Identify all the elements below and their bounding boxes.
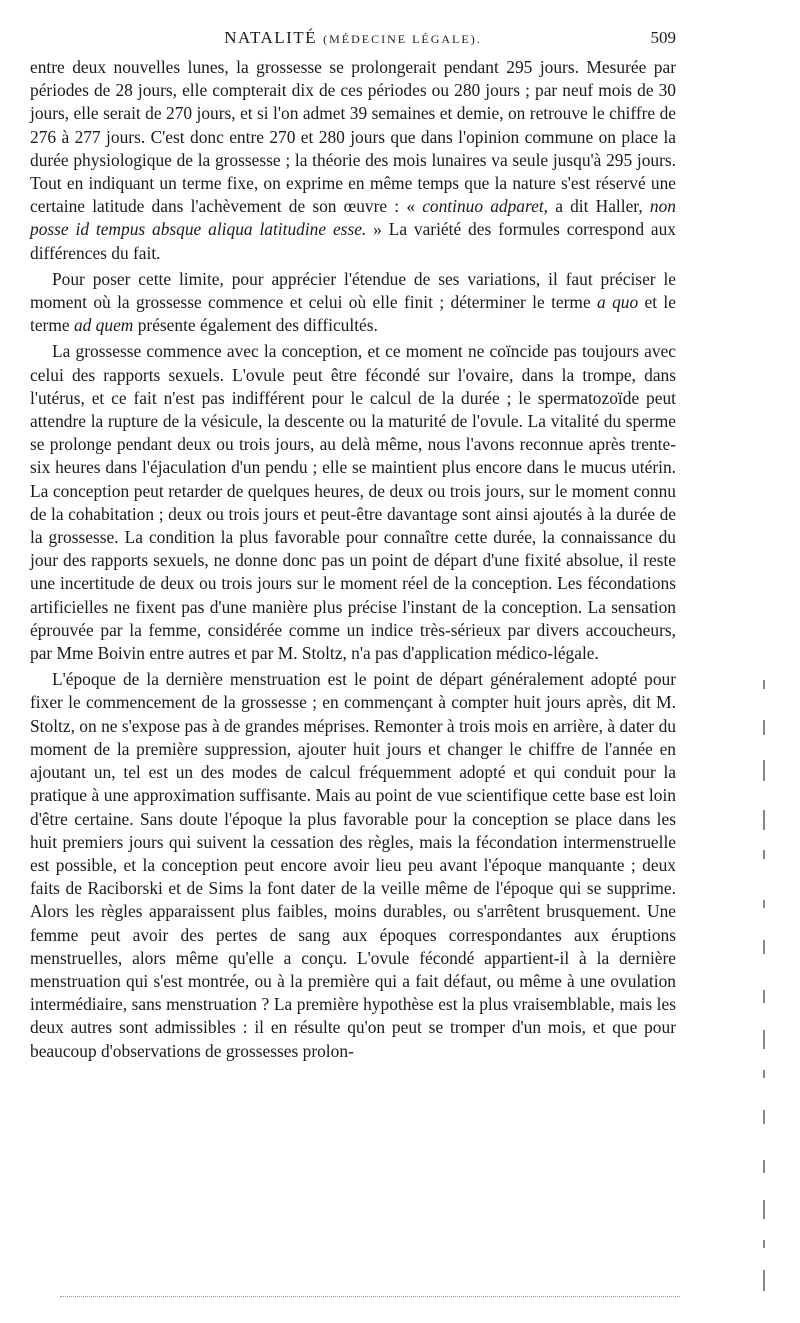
running-header [30, 26, 676, 56]
body-text [30, 56, 676, 1063]
text-run: a dit Haller, [548, 196, 650, 217]
paragraph [30, 340, 676, 665]
page-number: 509 [650, 28, 676, 47]
text-run: L'époque de la dernière menstruation est le point de départ généralement adopté pour fixer le commencement de la grossesse ; en commençant à compter huit jours après, dit M. Stoltz, on ne s'expose pas à de grandes méprises. Remonter à trois mois en arrière, à dater du moment de la première suppression, ajouter huit jours et changer le chiffre de l'année en ajoutant un, tel est un des modes de calcul fréquemment adopté et qui conduit pour la pratique à une approximation suffisante. Mais au point de vue scientifique cette base est loin d'être certaine. Sans doute l'époque la plus favorable pour la conception se place dans les huit premiers jours qui suivent la cessation des règles, mais la fécondation intermenstruelle est possible, et la conception peut encore avoir lieu peu avant l'époque manquante ; deux faits de Raciborski et de Sims la font dater de la veille même de l'époque qui se supprime. Alors les règles apparaissent plus faibles, moins durables, ou s'arrêtent brusquement. Une femme peut avoir des pertes de sang aux époques correspondantes aux éruptions menstruelles, alors même qu'elle a conçu. L'ovule fécondé appartient-il à la dernière menstruation qui s'est montrée, ou à la première qui a fait défaut, ou même à une ovulation intermédiaire, sans menstruation ? La première hypothèse est la plus vraisemblable, mais les deux autres sont admissibles : il en résulte qu'on peut se tromper d'un mois, et que pour beaucoup d'observations de grossesses prolon- [30, 669, 676, 1061]
italic-text: a quo [597, 292, 639, 313]
text-run: » La variété des formules correspond aux différences du fait. [30, 219, 676, 263]
paragraph [30, 56, 676, 265]
italic-text: ad quem [73, 315, 134, 336]
text-run: et le terme [30, 292, 676, 336]
header-subtitle: (MÉDECINE LÉGALE). [323, 32, 482, 46]
text-run: La grossesse commence avec la conception, et ce moment ne coïncide pas toujours avec celui des rapports sexuels. L'ovule peut être fécondé sur l'ovaire, dans la trompe, dans l'utérus, et ce fait n'est pas indifférent pour le calcul de la durée ; le spermatozoïde peut attendre la rupture de la vésicule, la descente ou la maturité de l'ovule. La vitalité du sperme se prolonge pendant deux ou trois jours, au delà même, nous l'avons reconnue après trente-six heures dans l'éjaculation d'un pendu ; elle se maintient plus encore dans le mucus utérin. La conception peut retarder de quelques heures, de deux ou trois jours, sur le moment connu de la cohabitation ; deux ou trois jours et peut-être davantage sont ainsi ajoutés à la durée de la grossesse. La condition la plus favorable pour connaître cette durée, la connaissance du jour des rapports sexuels, ne donne donc pas un point de départ d'une fixité absolue, il reste une incertitude de deux ou trois jours sur le moment réel de la conception. Les fécondations artificielles ne fixent pas d'une manière plus précise l'instant de la conception. La sensation éprouvée par la femme, considérée comme un indice très-sérieux par divers accoucheurs, par Mme Boivin entre autres et par M. Stoltz, n'a pas d'application médico-légale. [30, 341, 676, 664]
italic-text: continuo adparet, [422, 196, 549, 217]
scan-edge-marks [760, 660, 778, 1300]
header-title: NATALITÉ [224, 28, 318, 47]
italic-text: non posse id tempus absque aliqua latitudine esse. [30, 196, 676, 240]
document-page [30, 26, 676, 1066]
paragraph [30, 268, 676, 338]
text-run: présente également des difficultés. [133, 315, 378, 336]
text-run: entre deux nouvelles lunes, la grossesse se prolongerait pendant 295 jours. Mesurée par périodes de 28 jours, elle compterait dix de ces périodes ou 280 jours ; par neuf mois de 30 jours, elle serait de 270 jours, et si l'on admet 39 semaines et demie, on retrouve le chiffre de 276 à 277 jours. C'est donc entre 270 et 280 jours que dans l'opinion commune on place la durée physiologique de la grossesse ; la théorie des mois lunaires va seule jusqu'à 295 jours. Tout en indiquant un terme fixe, on exprime en même temps que la nature s'est réservé une certaine latitude dans l'achèvement de son œuvre : « [30, 57, 676, 217]
paragraph [30, 668, 676, 1062]
text-run: Pour poser cette limite, pour apprécier l'étendue de ses variations, il faut préciser le moment où la grossesse commence et celui où elle finit ; déterminer le terme [30, 268, 676, 313]
scan-bottom-line [60, 1296, 680, 1297]
